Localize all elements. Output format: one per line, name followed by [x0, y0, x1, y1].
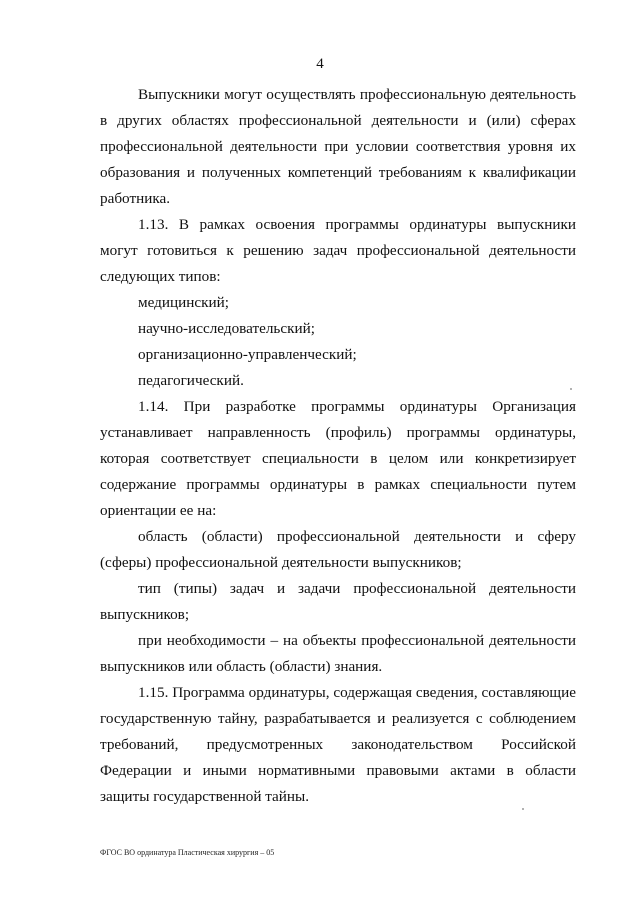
list-item-medical: медицинский;	[138, 294, 229, 311]
paragraph-objects-knowledge: при необходимости – на объекты профессиональной деятельности выпускников или область (области) знания.	[100, 632, 576, 675]
paragraph-1-13: 1.13. В рамках освоения программы ординатуры выпускники могут готовиться к решению задач профессиональной деятельности следующих типов:	[100, 216, 576, 285]
paragraph-areas-spheres: область (области) профессиональной деятельности и сферу (сферы) профессиональной деятельности выпускников;	[100, 528, 576, 571]
paragraph-task-types: тип (типы) задач и задачи профессиональной деятельности выпускников;	[100, 580, 576, 623]
list-item-research: научно-исследовательский;	[138, 320, 315, 337]
list-item-management: организационно-управленческий;	[138, 346, 357, 363]
page-number: 4	[316, 56, 324, 72]
document-footer: ФГОС ВО ординатура Пластическая хирургия – 05	[100, 848, 275, 857]
paragraph-1-15: 1.15. Программа ординатуры, содержащая сведения, составляющие государственную тайну, разрабатывается и реализуется с соблюдением требований, предусмотренных законодательством Российской Федерации и иными нормативными правовыми актами в области защиты государственной тайны.	[100, 684, 576, 805]
list-item-pedagogical: педагогический.	[138, 372, 244, 389]
document-body	[100, 82, 576, 810]
paragraph-graduates-other-areas: Выпускники могут осуществлять профессиональную деятельность в других областях профессиональной деятельности и (или) сферах профессиональной деятельности при условии соответствия уровня их образования и полученных компетенций требованиям к квалификации работника.	[100, 86, 576, 207]
scan-speck	[570, 388, 572, 390]
scan-speck	[522, 808, 524, 810]
paragraph-1-14: 1.14. При разработке программы ординатуры Организация устанавливает направленность (профиль) программы ординатуры, которая соответствует специальности в целом или конкретизирует содержание программы ординатуры в рамках специальности путем ориентации ее на:	[100, 398, 576, 519]
